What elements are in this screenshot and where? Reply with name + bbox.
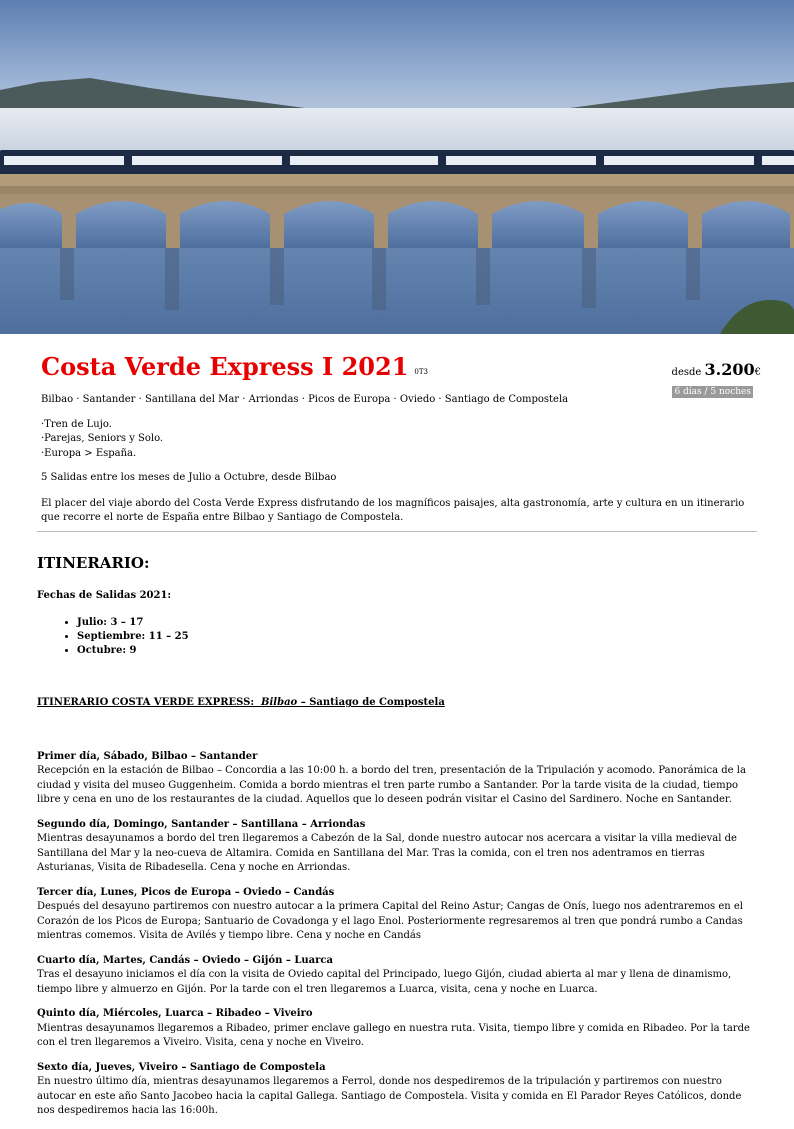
itinerary-section xyxy=(37,553,757,1129)
departure-dates-heading: Fechas de Salidas 2021: xyxy=(37,589,172,601)
route-heading-prefix: ITINERARIO COSTA VERDE EXPRESS: xyxy=(37,697,255,709)
itinerary-route-heading xyxy=(37,696,757,711)
section-divider xyxy=(37,531,757,532)
trip-title: Costa Verde Express I 2021 xyxy=(41,352,409,381)
day-text: Tras el desayuno iniciamos el día con la visita de Oviedo capital del Principado, luego Gijón, ciudad abierta al mar y llena de dinamismo, tiempo libre y almuerzo en Gijón. Por la tarde con el tren llegaremos a Luarca, visita, cena y noche en Luarca. xyxy=(37,969,732,995)
day-text: En nuestro último día, mientras desayunamos llegaremos a Ferrol, donde nos despediremos de la tripulación y partiremos con nuestro autocar en este año Santo Jacobeo hacia la capital Gallega. Santiago de Compostela. Visita y comida en El Parador Reyes Católicos, donde nos despediremos hacia las 16:00h. xyxy=(37,1076,742,1117)
price-box xyxy=(672,358,761,381)
day-text: Después del desayuno partiremos con nuestro autocar a la primera Capital del Reino Astur; Cangas de Onís, luego nos adentraremos en el Corazón de los Picos de Europa; Santuario de Covadonga y el lago Enol. Posteriormente regresaremos al tren que pondrá rumbo a Candas mientras comemos. Visita de Avilés y tiempo libre. Cena y noche en Candás xyxy=(37,901,743,942)
day-block xyxy=(37,1061,757,1119)
departure-date-item: • Julio: 3 – 17 xyxy=(77,616,757,630)
day-block xyxy=(37,886,757,944)
features-list xyxy=(41,418,757,462)
price-currency: € xyxy=(754,367,761,378)
day-block xyxy=(37,954,757,998)
day-title: Sexto día, Jueves, Viveiro – Santiago de Compostela xyxy=(37,1061,326,1073)
day-text: Mientras desayunamos llegaremos a Ribadeo, primer enclave gallego en nuestra ruta. Visita, tiempo libre y comida en Ribadeo. Por la tarde con el tren llegaremos a Viveiro. Visita, cena y noche en Viveiro. xyxy=(37,1022,750,1049)
price-label: desde xyxy=(671,367,702,378)
day-title: Tercer día, Lunes, Picos de Europa – Oviedo – Candás xyxy=(37,886,335,898)
day-title: Cuarto día, Martes, Candás – Oviedo – Gijón – Luarca xyxy=(37,954,333,966)
itinerary-heading: ITINERARIO: xyxy=(37,554,150,572)
day-title: Segundo día, Domingo, Santander – Santillana – Arriondas xyxy=(37,818,366,830)
day-title: Quinto día, Miércoles, Luarca – Ribadeo – Viveiro xyxy=(37,1008,313,1020)
departure-date-item: • Octubre: 9 xyxy=(77,644,757,658)
departure-date-item: • Septiembre: 11 – 25 xyxy=(77,630,757,644)
feature-item: ·Tren de Lujo. xyxy=(41,418,112,430)
route-heading-origin: Bilbao xyxy=(261,697,298,709)
trip-code: 0T3 xyxy=(414,368,428,377)
duration-badge: 6 días / 5 noches xyxy=(674,387,751,397)
day-block xyxy=(37,1007,757,1051)
feature-item: ·Europa > España. xyxy=(41,447,137,459)
day-block xyxy=(37,750,757,808)
day-title: Primer día, Sábado, Bilbao – Santander xyxy=(37,750,258,762)
day-text: Recepción en la estación de Bilbao – Concordia a las 10:00 h. a bordo del tren, presentación de la Tripulación y acomodo. Panorámica de la ciudad y visita del museo Guggenheim. Comida a bordo mientras el tren parte rumbo a Santander. Por la tarde visita de la ciudad, tiempo libre y cena en uno de los restaurantes de la ciudad. Aquellos que lo deseen podrán visitar el Casino del Sardinero. Noche en Santander. xyxy=(37,765,746,806)
intro-section xyxy=(41,393,757,526)
day-text: Mientras desayunamos a bordo del tren llegaremos a Cabezón de la Sal, donde nuestro autocar nos acercara a visitar la villa medieval de Santillana del Mar y la neo-cueva de Altamira. Comida en Santillana del Mar. Tras la comida, con el tren nos adentramos en tierras Asturianas, Visita de Ribadesella. Cena y noche en Arriondas. xyxy=(37,833,737,874)
departure-dates-list xyxy=(37,616,757,658)
trip-description: El placer del viaje abordo del Costa Verde Express disfrutando de los magníficos paisajes, alta gastronomía, arte y cultura en un itinerario que recorre el norte de España entre Bilbao y Santiago de Compostela. xyxy=(41,497,745,523)
price-value: 3.200 xyxy=(704,360,755,379)
feature-item: ·Parejas, Seniors y Solo. xyxy=(41,433,164,444)
route-heading-suffix: – Santiago de Compostela xyxy=(300,697,445,709)
title-row xyxy=(41,350,761,390)
departures-note: 5 Salidas entre los meses de Julio a Octubre, desde Bilbao xyxy=(41,472,337,483)
hero-photo-train-viaduct xyxy=(0,0,794,334)
route-summary: Bilbao · Santander · Santillana del Mar · Arriondas · Picos de Europa · Oviedo · Santiago de Compostela xyxy=(41,394,569,405)
day-block xyxy=(37,818,757,876)
